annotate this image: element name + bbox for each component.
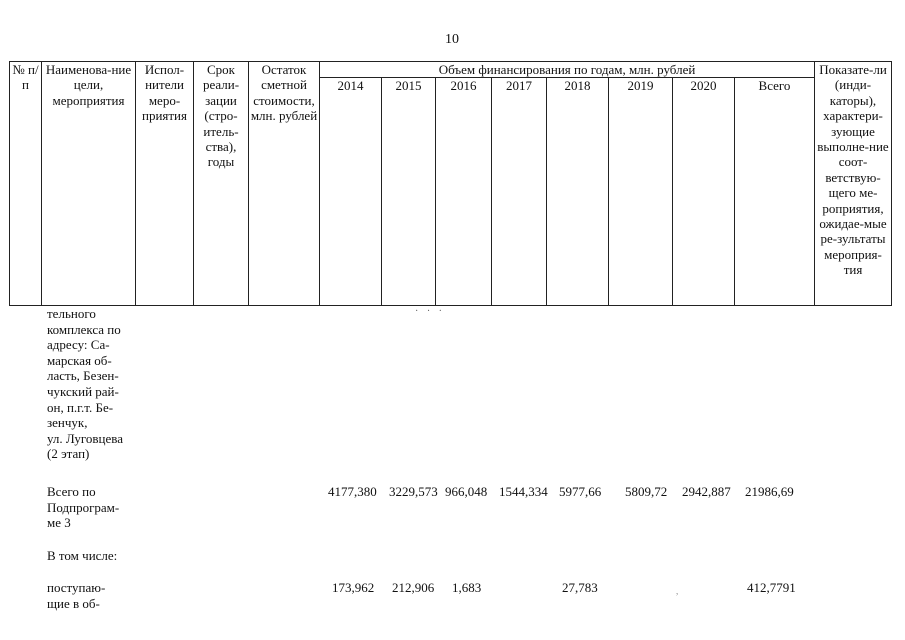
page-number: 10 bbox=[445, 32, 459, 47]
total-2015: 3229,573 bbox=[389, 484, 438, 499]
scan-mark: , bbox=[676, 586, 679, 596]
incoming-total: 412,7791 bbox=[747, 580, 796, 595]
year-2020: 2020 bbox=[673, 78, 735, 306]
header-name: Наименова-ние цели, мероприятия bbox=[42, 62, 136, 306]
year-2019: 2019 bbox=[609, 78, 673, 306]
header-executors: Испол-нители меро-приятия bbox=[136, 62, 194, 306]
year-2016: 2016 bbox=[436, 78, 492, 306]
total-all: 21986,69 bbox=[745, 484, 794, 499]
header-indicators: Показате-ли (инди-каторы), характери-зующие выполне-ние соот-ветствую-щего ме-роприятия, ожидае-мые ре-зультаты мероприя-тия bbox=[815, 62, 892, 306]
year-2015: 2015 bbox=[382, 78, 436, 306]
header-num: № п/п bbox=[10, 62, 42, 306]
incoming-label: поступаю- щие в об- bbox=[47, 580, 106, 611]
incoming-2016: 1,683 bbox=[452, 580, 482, 595]
total-2018: 5977,66 bbox=[559, 484, 602, 499]
year-2018: 2018 bbox=[547, 78, 609, 306]
total-2017: 1544,334 bbox=[499, 484, 548, 499]
including-label: В том числе: bbox=[47, 548, 118, 563]
total-2016: 966,048 bbox=[445, 484, 488, 499]
item-name: тельного комплекса по адресу: Са- марская об- ласть, Безен- чукский рай- он, п.г.т. Бе- зенчук, ул. Луговцева (2 этап) bbox=[47, 306, 124, 462]
header-financing-title: Объем финансирования по годам, млн. рублей bbox=[320, 62, 815, 78]
header-rest-cost: Остаток сметной стоимости, млн. рублей bbox=[249, 62, 320, 306]
year-total: Всего bbox=[735, 78, 815, 306]
year-2014: 2014 bbox=[320, 78, 382, 306]
header-term: Срок реали-зации (стро-итель-ства), годы bbox=[194, 62, 249, 306]
scan-dots: · · · bbox=[415, 306, 445, 317]
incoming-2015: 212,906 bbox=[392, 580, 435, 595]
total-2019: 5809,72 bbox=[625, 484, 668, 499]
total-2020: 2942,887 bbox=[682, 484, 731, 499]
year-2017: 2017 bbox=[492, 78, 547, 306]
incoming-2018: 27,783 bbox=[562, 580, 598, 595]
table-header bbox=[9, 61, 892, 306]
total-2014: 4177,380 bbox=[328, 484, 377, 499]
incoming-2014: 173,962 bbox=[332, 580, 375, 595]
total-label: Всего по Подпрограм- ме 3 bbox=[47, 484, 120, 531]
